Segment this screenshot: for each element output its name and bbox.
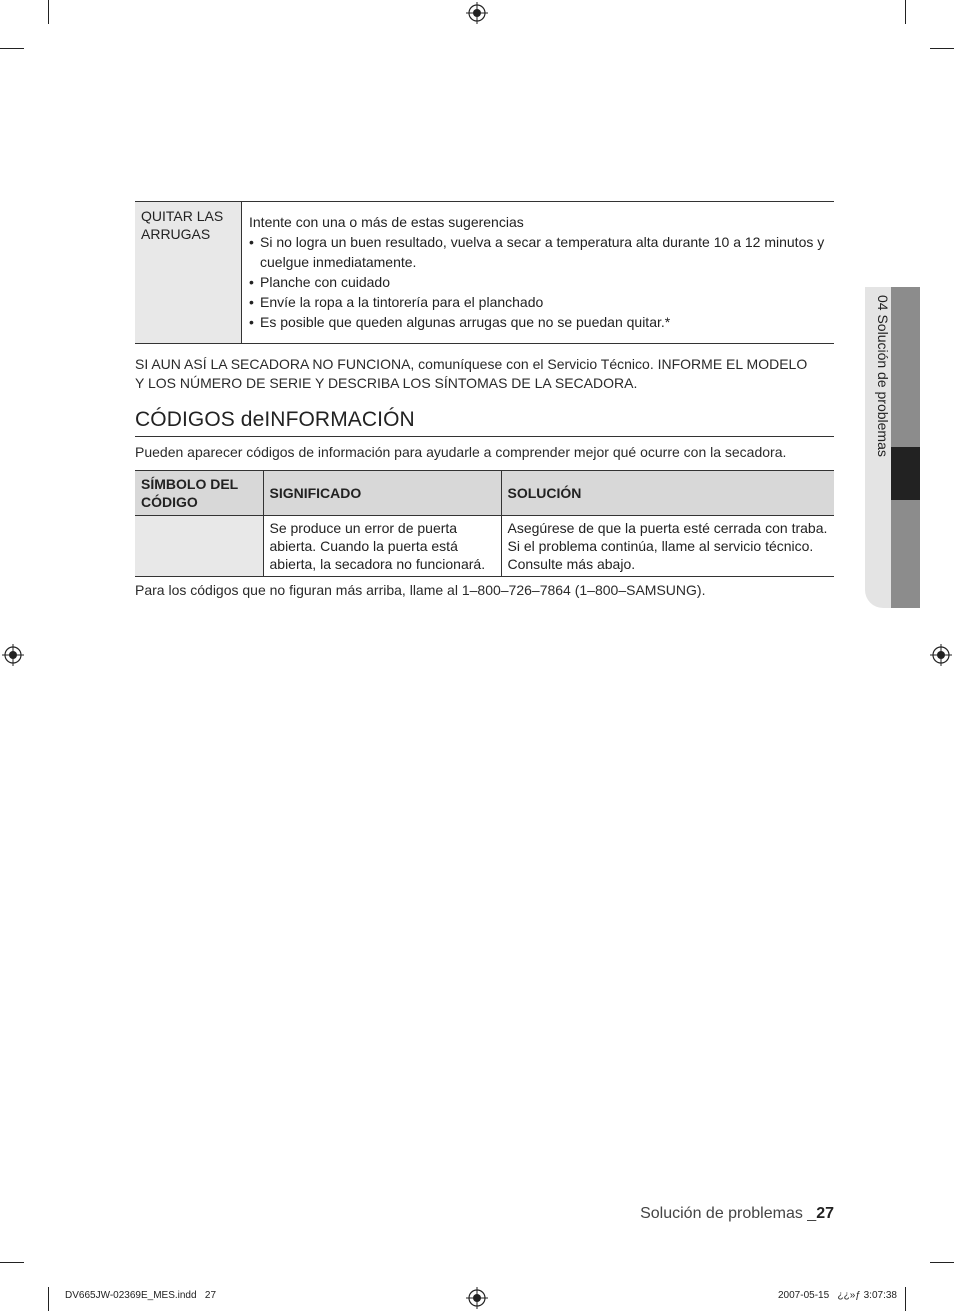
side-tab-marker bbox=[891, 447, 920, 500]
list-item: • Es posible que queden algunas arrugas que no se puedan quitar.* bbox=[249, 312, 828, 332]
slug-timestamp: 2007-05-15 ¿¿»ƒ 3:07:38 bbox=[778, 1290, 897, 1301]
suggestions-heading: Intente con una o más de estas sugerencias bbox=[249, 214, 524, 230]
slug-file: DV665JW-02369E_MES.indd 27 bbox=[65, 1290, 217, 1301]
crop-mark bbox=[930, 48, 954, 49]
column-header: SOLUCIÓN bbox=[501, 471, 834, 516]
table-header-row bbox=[135, 471, 834, 516]
registration-mark-icon bbox=[930, 644, 952, 666]
footer-section-name: Solución de problemas _ bbox=[640, 1205, 817, 1222]
suggestions-cell bbox=[243, 202, 834, 343]
page-footer bbox=[640, 1205, 834, 1223]
crop-mark bbox=[48, 0, 49, 24]
crop-mark bbox=[930, 1262, 954, 1263]
page-number: 27 bbox=[816, 1205, 834, 1222]
info-codes-table bbox=[135, 470, 834, 577]
phone-note: Para los códigos que no figuran más arriba, llame al 1–800–726–7864 (1–800–SAMSUNG). bbox=[135, 582, 706, 598]
list-item: • Envíe la ropa a la tintorería para el planchado bbox=[249, 292, 828, 312]
troubleshooting-table bbox=[135, 201, 834, 344]
registration-mark-icon bbox=[466, 1287, 488, 1309]
service-notice-line: SI AUN ASÍ LA SECADORA NO FUNCIONA, comuníquese con el Servicio Técnico. INFORME EL MODELO bbox=[135, 356, 808, 372]
crop-mark bbox=[0, 48, 24, 49]
crop-mark bbox=[0, 1262, 24, 1263]
section-intro: Pueden aparecer códigos de información para ayudarle a comprender mejor qué ocurre con la secadora. bbox=[135, 444, 787, 460]
section-title: CÓDIGOS deINFORMACIÓN bbox=[135, 408, 415, 431]
side-tab-label: 04 Solución de problemas bbox=[875, 295, 891, 457]
section-rule bbox=[135, 436, 834, 437]
list-item: • Planche con cuidado bbox=[249, 272, 828, 292]
column-header: SÍMBOLO DEL CÓDIGO bbox=[135, 471, 263, 516]
registration-mark-icon bbox=[2, 644, 24, 666]
row-label: QUITAR LAS ARRUGAS bbox=[135, 202, 242, 343]
table-row bbox=[135, 516, 834, 577]
crop-mark bbox=[905, 0, 906, 24]
column-header: SIGNIFICADO bbox=[263, 471, 501, 516]
solution-cell: Asegúrese de que la puerta esté cerrada con traba. Si el problema continúa, llame al servicio técnico. Consulte más abajo. bbox=[501, 516, 834, 577]
crop-mark bbox=[905, 1287, 906, 1311]
code-symbol-cell bbox=[135, 516, 263, 577]
service-notice bbox=[135, 355, 807, 393]
list-item: • Si no logra un buen resultado, vuelva a secar a temperatura alta durante 10 a 12 minutos y cuelgue inmediatamente. bbox=[249, 232, 828, 272]
registration-mark-icon bbox=[466, 2, 488, 24]
service-notice-line: Y LOS NÚMERO DE SERIE Y DESCRIBA LOS SÍNTOMAS DE LA SECADORA. bbox=[135, 375, 638, 391]
suggestions-list bbox=[249, 232, 828, 332]
meaning-cell: Se produce un error de puerta abierta. Cuando la puerta está abierta, la secadora no funcionará. bbox=[263, 516, 501, 577]
crop-mark bbox=[48, 1287, 49, 1311]
